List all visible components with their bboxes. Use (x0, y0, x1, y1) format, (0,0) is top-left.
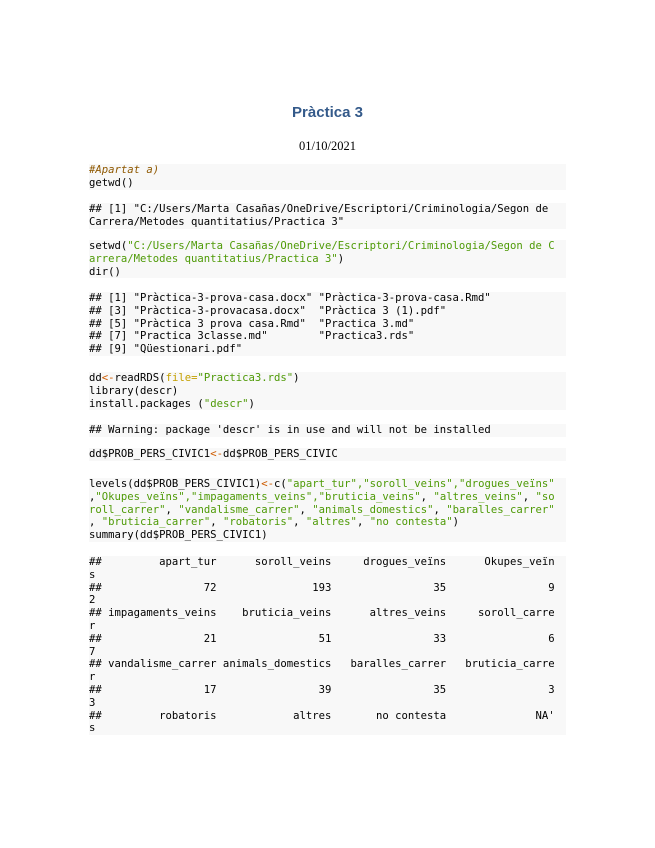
code-token: c( (273, 478, 287, 490)
output-block-summary (89, 556, 566, 735)
code-line-summary: summary(dd$PROB_PERS_CIVIC1) (89, 529, 268, 542)
output-line: ## impagaments_veins bruticia_veins altres_veins soroll_carre (89, 607, 555, 620)
code-string: "no contesta" (369, 516, 453, 529)
code-line-levels-cont (89, 504, 566, 517)
code-string: "Practica3.rds" (197, 372, 294, 384)
output-line: ## apart_tur soroll_veins drogues_veïns Okupes_veïn (89, 556, 555, 568)
output-line: ## [3] "Pràctica-3-provacasa.docx" "Pràctica 3 (1).pdf" (89, 304, 447, 317)
code-token: , (89, 516, 102, 529)
code-token: , (356, 516, 370, 529)
code-string: "C:/Users/Marta Casañas/OneDrive/Escriptori/Criminologia/Segon de C (127, 240, 555, 252)
output-line: ## vandalisme_carrer animals_domestics baralles_carrer bruticia_carre (89, 658, 555, 671)
code-line-readrds (89, 372, 566, 385)
code-token: , (293, 516, 306, 529)
code-block-levels (89, 478, 566, 542)
code-line-library: library(descr) (89, 384, 179, 397)
code-token: , (433, 503, 447, 516)
output-block-getwd (89, 203, 566, 229)
code-string: "robatoris" (222, 516, 294, 529)
code-line-levels (89, 478, 566, 491)
output-line: s (89, 568, 96, 581)
code-string: "altres" (305, 516, 357, 529)
code-string: "animals_domestics" (312, 503, 434, 516)
code-token: ) (337, 252, 345, 265)
code-argument: file= (165, 372, 198, 384)
output-line: ## [9] "Qüestionari.pdf" (89, 343, 243, 356)
warning-line: ## Warning: package 'descr' is in use and will not be installed (89, 424, 491, 436)
code-string: "Okupes_veïns","impagaments_veins","bruticia_veins" (95, 490, 421, 503)
output-line: ## 21 51 33 6 (89, 632, 555, 645)
code-string: "bruticia_carrer" (101, 516, 211, 529)
code-block-civic (89, 448, 566, 461)
code-line-setwd-cont (89, 253, 566, 266)
output-block-dir (89, 292, 566, 356)
code-token: , (299, 503, 313, 516)
code-string: "vandalisme_carrer" (178, 503, 300, 516)
code-token: , (165, 503, 179, 516)
code-string: "so (535, 490, 555, 503)
output-line: 7 (89, 645, 96, 658)
output-line: 2 (89, 594, 96, 607)
code-token: levels(dd$PROB_PERS_CIVIC1) (89, 478, 262, 490)
code-line-dir: dir() (89, 265, 121, 278)
output-line: ## [7] "Practica 3classe.md" "Practica3.rds" (89, 330, 415, 343)
code-block-setwd (89, 240, 566, 278)
code-string: "baralles_carrer" (446, 503, 555, 516)
code-line-setwd (89, 240, 566, 253)
code-token: , (420, 490, 434, 503)
code-string: "descr" (203, 397, 249, 410)
code-token: dd (89, 372, 102, 384)
code-block-readrds (89, 372, 566, 410)
assign-operator: <- (261, 478, 274, 490)
output-line: ## [1] "C:/Users/Marta Casañas/OneDrive/Escriptori/Criminologia/Segon de (89, 203, 549, 215)
code-string: "apart_tur","soroll_veins","drogues_veïns" (286, 478, 555, 490)
output-line: ## 72 193 35 9 (89, 581, 555, 594)
code-line-civic (89, 448, 566, 461)
assign-operator: <- (210, 448, 223, 460)
code-token: readRDS( (114, 372, 166, 384)
code-token: ) (293, 372, 300, 384)
output-line: ## robatoris altres no contesta NA' (89, 709, 555, 722)
output-line: ## 17 39 35 3 (89, 683, 555, 696)
code-string: arrera/Metodes quantitatius/Practica 3" (89, 252, 338, 265)
output-line: ## [1] "Pràctica-3-prova-casa.docx" "Pràctica-3-prova-casa.Rmd" (89, 292, 491, 304)
code-comment: #Apartat a) (89, 164, 160, 176)
output-line: 3 (89, 696, 96, 709)
code-line-levels-cont (89, 516, 566, 529)
output-line: ## [5] "Pràctica 3 prova casa.Rmd" "Practica 3.md" (89, 317, 415, 330)
code-token: ) (452, 516, 460, 529)
assign-operator: <- (101, 372, 115, 384)
code-token: setwd( (89, 240, 128, 252)
document-date: 01/10/2021 (299, 139, 356, 153)
code-string: "altres_veins" (433, 490, 523, 503)
code-token: , (522, 490, 536, 503)
code-token: dd$PROB_PERS_CIVIC (222, 448, 338, 460)
code-token: dd$PROB_PERS_CIVIC1 (89, 448, 211, 460)
document-title: Pràctica 3 (292, 104, 363, 121)
code-token: , (89, 490, 96, 503)
code-token: ) (248, 397, 255, 410)
output-line: r (89, 671, 96, 684)
output-line: s (89, 722, 96, 735)
code-block-getwd (89, 164, 566, 190)
code-line-getwd: getwd() (89, 176, 134, 189)
code-token: , (210, 516, 223, 529)
output-block-warning (89, 424, 566, 437)
code-line-install (89, 398, 566, 411)
output-line: r (89, 619, 96, 632)
code-token: install.packages ( (89, 397, 204, 410)
code-line-levels-cont (89, 491, 566, 504)
code-string: roll_carrer" (89, 503, 166, 516)
output-line: Carrera/Metodes quantitatius/Practica 3" (89, 215, 345, 228)
